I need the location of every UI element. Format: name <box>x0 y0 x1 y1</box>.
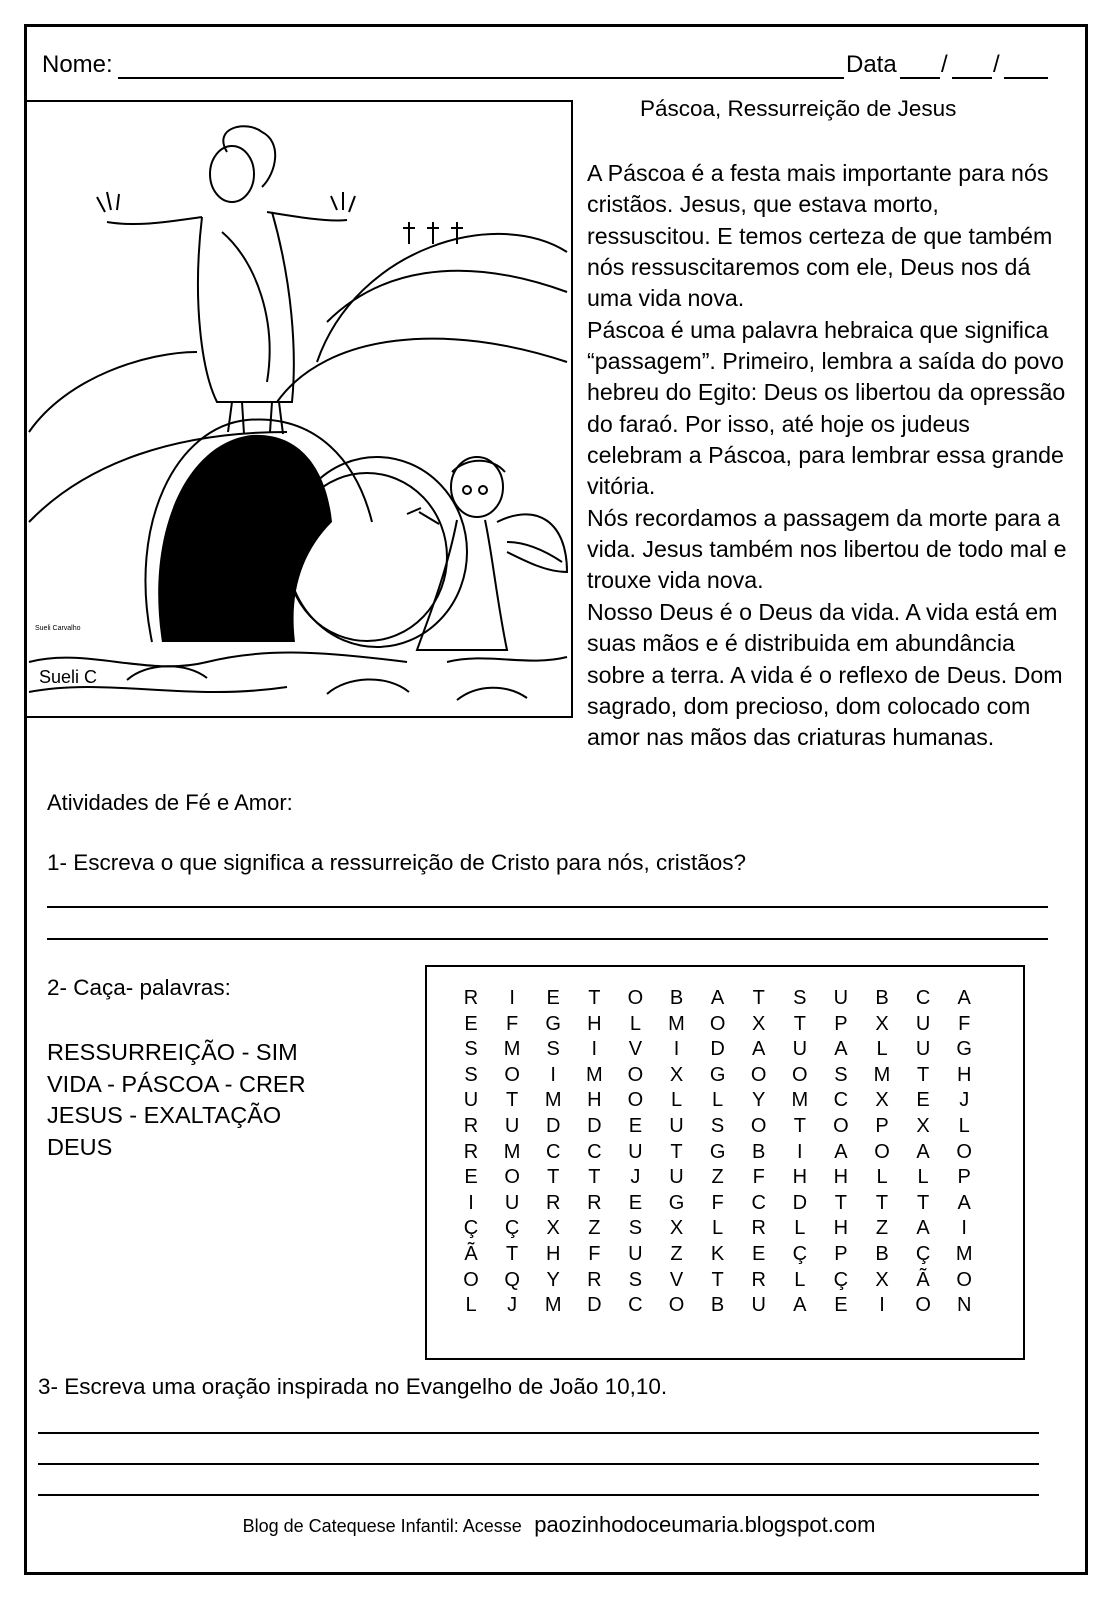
angel-drawing <box>407 457 567 650</box>
word-search-letter[interactable]: T <box>588 1166 601 1189</box>
article-title: Páscoa, Ressurreição de Jesus <box>640 96 957 121</box>
answer-line[interactable] <box>47 938 1048 940</box>
word-search-letter[interactable]: T <box>547 1166 560 1189</box>
word-search-letter[interactable]: M <box>955 1243 973 1265</box>
word-search-letter[interactable]: X <box>669 1217 684 1240</box>
word-search-letter[interactable]: U <box>833 987 849 1009</box>
word-search-letter[interactable]: B <box>710 1294 725 1317</box>
word-search-letter[interactable]: T <box>875 1191 889 1214</box>
word-search-letter[interactable]: O <box>956 1268 972 1291</box>
question-1: 1- Escreva o que significa a ressurreição de Cristo para nós, cristãos? <box>47 850 747 875</box>
word-search-letter[interactable]: P <box>834 1012 848 1035</box>
word-search-letter[interactable]: S <box>628 1268 643 1291</box>
name-label: Nome: <box>42 51 113 78</box>
word-search-letter[interactable]: R <box>751 1217 766 1240</box>
word-search-letter[interactable]: X <box>875 1268 889 1291</box>
word-search-letter[interactable]: T <box>711 1268 724 1291</box>
word-search-letter[interactable]: U <box>915 1038 931 1061</box>
word-search-letter[interactable]: H <box>587 1012 602 1035</box>
word-search-letter[interactable]: O <box>627 987 644 1009</box>
word-search-letter[interactable]: O <box>504 1063 520 1086</box>
word-search-letter[interactable]: R <box>751 1268 766 1291</box>
footer <box>0 1512 1118 1538</box>
question-3: 3- Escreva uma oração inspirada no Evangelho de João 10,10. <box>38 1374 668 1399</box>
word-search-letter[interactable]: E <box>464 1012 478 1035</box>
word-search-letter[interactable]: U <box>915 1012 931 1035</box>
word-search-letter[interactable]: L <box>465 1294 477 1317</box>
word-search-letter[interactable]: M <box>544 1294 562 1317</box>
word-search-letter[interactable]: J <box>959 1089 970 1112</box>
word-search-letter[interactable]: C <box>587 1140 602 1163</box>
word-search-letter[interactable]: H <box>833 1166 849 1189</box>
word-search-letter[interactable]: C <box>545 1140 561 1163</box>
word-search-letter[interactable]: U <box>628 1140 643 1163</box>
word-search-letter[interactable]: I <box>673 1038 680 1061</box>
word-search-letter[interactable]: G <box>545 1012 561 1035</box>
word-search-letter[interactable]: L <box>670 1089 683 1112</box>
word-search-letter[interactable]: P <box>957 1166 971 1189</box>
word-search-letter[interactable]: Ç <box>915 1243 931 1265</box>
word-search-letter[interactable]: R <box>545 1191 561 1214</box>
word-search-letter[interactable]: U <box>463 1089 479 1112</box>
word-search-letter[interactable]: U <box>792 1038 808 1061</box>
word-search-letter[interactable]: B <box>875 1243 889 1265</box>
word-search-letter[interactable]: S <box>710 1115 725 1137</box>
answer-line[interactable] <box>38 1494 1039 1496</box>
word-search-letter[interactable]: S <box>834 1063 848 1086</box>
word-search-letter[interactable]: N <box>956 1294 972 1317</box>
word-list <box>47 1037 306 1163</box>
word-search-letter[interactable]: O <box>750 1115 767 1137</box>
word-search-letter[interactable]: D <box>545 1115 561 1137</box>
word-search-letter[interactable]: R <box>587 1268 602 1291</box>
word-search-letter[interactable]: O <box>709 1012 726 1035</box>
word-search-letter[interactable]: H <box>833 1217 849 1240</box>
footer-blog-link[interactable]: paozinhodoceumaria.blogspot.com <box>534 1512 876 1537</box>
word-search-letter[interactable]: B <box>752 1140 766 1163</box>
word-search-letter[interactable]: B <box>875 987 889 1009</box>
word-search-letter[interactable]: P <box>875 1115 889 1137</box>
word-search-letter[interactable]: R <box>587 1191 602 1214</box>
word-search-letter[interactable]: F <box>588 1243 601 1265</box>
word-search-letter[interactable]: T <box>916 1063 930 1086</box>
word-search-letter[interactable]: A <box>710 987 725 1009</box>
word-search-letter[interactable]: A <box>916 1217 930 1240</box>
word-search-letter[interactable]: D <box>587 1115 602 1137</box>
article-body: A Páscoa é a festa mais importante para nós cristãos. Jesus, que estava morto, ressuscitou. E temos certeza de que também nós ressuscitaremos com ele, Deus nos dá uma vida nova. Páscoa é uma palavra hebraica que significa “passagem”. Primeiro, lembra a saída do povo hebreu do Egito: Deus os libertou da opressão do faraó. Por isso, até hoje os judeus celebram a Páscoa, para lembrar essa grande vitória. Nós recordamos a passagem da morte para a vida. Jesus também nos libertou de todo mal e trouxe vida nova. Nosso Deus é o Deus da vida. A vida está em suas mãos e é distribuida em abundância sobre a terra. A vida é o reflexo de Deus. Dom sagrado, dom precioso, dom colocado com amor nas mãos das criaturas humanas. <box>587 160 1067 751</box>
word-search-letter[interactable]: G <box>709 1140 726 1163</box>
word-search-letter[interactable]: C <box>915 987 931 1009</box>
word-search-letter[interactable]: Ç <box>463 1217 479 1240</box>
word-search-letter[interactable]: I <box>591 1038 598 1061</box>
word-search-letter[interactable]: Y <box>752 1089 766 1112</box>
word-search-grid <box>425 965 1025 1360</box>
word-search-letter[interactable]: M <box>668 1012 685 1035</box>
word-search-letter[interactable]: T <box>834 1191 847 1214</box>
word-search-letter[interactable]: M <box>503 1140 521 1163</box>
word-search-letter[interactable]: L <box>629 1012 641 1035</box>
word-search-letter[interactable]: U <box>504 1115 520 1137</box>
answer-line[interactable] <box>47 906 1048 908</box>
name-field[interactable] <box>118 77 844 79</box>
word-search-letter[interactable]: T <box>588 987 601 1009</box>
word-search-letter[interactable]: G <box>956 1038 972 1061</box>
word-search-letter[interactable]: A <box>752 1038 766 1061</box>
word-search-letter[interactable]: M <box>791 1089 809 1112</box>
word-list-item: RESSURREIÇÃO - SIM <box>47 1039 298 1065</box>
word-search-letter[interactable]: U <box>669 1115 684 1137</box>
word-search-letter[interactable]: M <box>503 1038 521 1061</box>
word-list-item: VIDA - PÁSCOA - CRER <box>47 1070 306 1097</box>
word-search-letter[interactable]: Z <box>875 1217 889 1240</box>
footer-label: Blog de Catequese Infantil: Acesse <box>242 1516 522 1536</box>
crosses-icon <box>403 222 463 244</box>
word-search-letter[interactable]: A <box>916 1140 930 1163</box>
date-month-field[interactable] <box>952 77 992 79</box>
word-search-letter[interactable]: Z <box>670 1243 683 1265</box>
word-search-letter[interactable]: I <box>550 1063 556 1086</box>
word-search-letter[interactable]: A <box>957 987 971 1009</box>
word-search-letter[interactable]: O <box>627 1063 644 1086</box>
artist-signature: Sueli C <box>39 667 98 687</box>
word-search-letter[interactable]: I <box>509 987 515 1009</box>
word-search-letter[interactable]: R <box>463 1140 479 1163</box>
word-search-letter[interactable]: S <box>793 987 807 1009</box>
word-search-letter[interactable]: G <box>668 1191 685 1214</box>
word-search-letter[interactable]: L <box>876 1166 888 1189</box>
word-search-letter[interactable]: U <box>669 1166 684 1189</box>
word-search-letter[interactable]: E <box>464 1166 478 1189</box>
word-search-letter[interactable]: L <box>917 1166 929 1189</box>
word-search-letter[interactable]: H <box>545 1243 561 1265</box>
activities-heading: Atividades de Fé e Amor: <box>47 790 293 815</box>
word-search-letter[interactable]: Ã <box>916 1268 930 1291</box>
word-search-letter[interactable]: L <box>794 1268 806 1291</box>
word-search-letter[interactable]: I <box>797 1140 803 1163</box>
word-search-letter[interactable]: O <box>792 1063 808 1086</box>
word-search-letter[interactable]: I <box>961 1217 967 1240</box>
word-search-letter[interactable]: Ç <box>792 1243 808 1265</box>
word-search-letter[interactable]: I <box>879 1294 885 1317</box>
word-search-letter[interactable]: S <box>464 1038 478 1061</box>
word-search-letter[interactable]: Ç <box>833 1268 849 1291</box>
word-search-letter[interactable]: E <box>916 1089 930 1112</box>
word-search-letter[interactable]: K <box>710 1243 725 1265</box>
word-search-letter[interactable]: J <box>630 1166 641 1189</box>
date-slash: / <box>941 51 948 78</box>
word-search-letter[interactable]: Ã <box>464 1243 478 1265</box>
word-search-letter[interactable]: Q <box>504 1268 520 1291</box>
word-search-letter[interactable]: L <box>712 1217 724 1240</box>
word-search-letter[interactable]: T <box>752 987 765 1009</box>
question-2: 2- Caça- palavras: <box>47 975 231 1000</box>
word-search-letter[interactable]: L <box>876 1038 888 1061</box>
word-search-letter[interactable]: R <box>463 1115 479 1137</box>
word-search-letter[interactable]: M <box>544 1089 562 1112</box>
date-year-field[interactable] <box>1004 77 1048 79</box>
word-search-letter[interactable]: S <box>628 1217 643 1240</box>
word-search-letter[interactable]: L <box>958 1115 970 1137</box>
word-search-letter[interactable]: A <box>834 1140 848 1163</box>
resurrection-illustration <box>25 100 573 718</box>
word-search-letter[interactable]: O <box>627 1089 644 1112</box>
word-search-letter[interactable]: Z <box>711 1166 724 1189</box>
word-list-item: JESUS - EXALTAÇÃO <box>47 1102 282 1128</box>
resurrection-drawing <box>27 102 571 716</box>
word-search-letter[interactable]: X <box>875 1089 889 1112</box>
word-search-letter[interactable]: T <box>670 1140 683 1163</box>
word-search-letter[interactable]: L <box>794 1217 806 1240</box>
word-search-letter[interactable]: B <box>669 987 684 1009</box>
word-search-letter[interactable]: O <box>668 1294 685 1317</box>
word-search-letter[interactable]: O <box>956 1140 972 1163</box>
word-search-letter[interactable]: A <box>834 1038 848 1061</box>
word-search-letter[interactable]: C <box>833 1089 849 1112</box>
date-label: Data <box>846 51 897 78</box>
word-search-letter[interactable]: V <box>628 1038 643 1061</box>
word-search-letter[interactable]: O <box>915 1294 931 1317</box>
word-search-letter[interactable]: A <box>793 1294 807 1317</box>
word-search-letter[interactable]: D <box>587 1294 602 1317</box>
word-search-letter[interactable]: F <box>505 1012 519 1035</box>
word-search-letter[interactable]: H <box>956 1063 972 1086</box>
word-search-letter[interactable]: X <box>875 1012 889 1035</box>
word-search-letter[interactable]: S <box>464 1063 478 1086</box>
word-search-letter[interactable]: T <box>505 1243 519 1265</box>
answer-line[interactable] <box>38 1463 1039 1465</box>
word-search-letter[interactable]: Ç <box>504 1217 520 1240</box>
word-search-letter[interactable]: T <box>793 1012 806 1035</box>
answer-line[interactable] <box>38 1432 1039 1434</box>
date-slash: / <box>993 51 1000 78</box>
word-search-letter[interactable]: Y <box>546 1268 560 1291</box>
word-search-letter[interactable]: L <box>712 1089 724 1112</box>
word-search-letter[interactable]: T <box>793 1115 806 1137</box>
word-list-item: DEUS <box>47 1133 113 1160</box>
word-search-letter[interactable]: D <box>710 1038 725 1061</box>
word-search-letter[interactable]: E <box>834 1294 848 1317</box>
word-search-letter[interactable]: U <box>628 1243 643 1265</box>
word-search-letter[interactable]: C <box>628 1294 643 1317</box>
artist-credit-small: Sueli Carvalho <box>35 625 81 632</box>
word-search-letter[interactable]: D <box>792 1191 808 1214</box>
word-search-letter[interactable]: O <box>833 1115 849 1137</box>
word-search-letter[interactable]: O <box>750 1063 767 1086</box>
word-search-letter[interactable]: E <box>628 1191 643 1214</box>
word-search-letter[interactable]: U <box>751 1294 766 1317</box>
word-search-letter[interactable]: V <box>669 1268 684 1291</box>
word-search-letter[interactable]: E <box>752 1243 766 1265</box>
word-search-letter[interactable]: X <box>916 1115 930 1137</box>
word-search-letter[interactable]: X <box>546 1217 560 1240</box>
word-search-letter[interactable]: E <box>546 987 560 1009</box>
word-search-letter[interactable]: T <box>916 1191 930 1214</box>
word-search-letter[interactable]: U <box>504 1191 520 1214</box>
word-search-letter[interactable]: O <box>504 1166 520 1189</box>
word-search-letter[interactable]: M <box>873 1063 891 1086</box>
word-search-letter[interactable]: Z <box>588 1217 601 1240</box>
word-search-letter[interactable]: O <box>874 1140 890 1163</box>
date-day-field[interactable] <box>900 77 940 79</box>
word-search-letter[interactable]: F <box>752 1166 765 1189</box>
word-search-letter[interactable]: J <box>507 1294 518 1317</box>
word-search-letter[interactable]: M <box>585 1063 603 1086</box>
word-search-letter[interactable]: S <box>546 1038 560 1061</box>
word-search-letter[interactable]: I <box>468 1191 474 1214</box>
word-search-letter[interactable]: G <box>709 1063 726 1086</box>
word-search-letter[interactable]: O <box>463 1268 479 1291</box>
word-search-letter[interactable]: F <box>958 1012 971 1035</box>
word-search-letter[interactable]: R <box>463 987 479 1009</box>
word-search-letter[interactable]: A <box>957 1191 971 1214</box>
word-search-letter[interactable]: T <box>505 1089 519 1112</box>
word-search-letter[interactable]: C <box>751 1191 766 1214</box>
word-search-letter[interactable]: X <box>752 1012 766 1035</box>
word-search-letter[interactable]: H <box>792 1166 808 1189</box>
word-search-letter[interactable]: E <box>628 1115 643 1137</box>
word-search-letter[interactable]: F <box>711 1191 724 1214</box>
word-search-letter[interactable]: H <box>587 1089 602 1112</box>
word-search-letter[interactable]: P <box>834 1243 848 1265</box>
word-search-letter[interactable]: X <box>669 1063 684 1086</box>
